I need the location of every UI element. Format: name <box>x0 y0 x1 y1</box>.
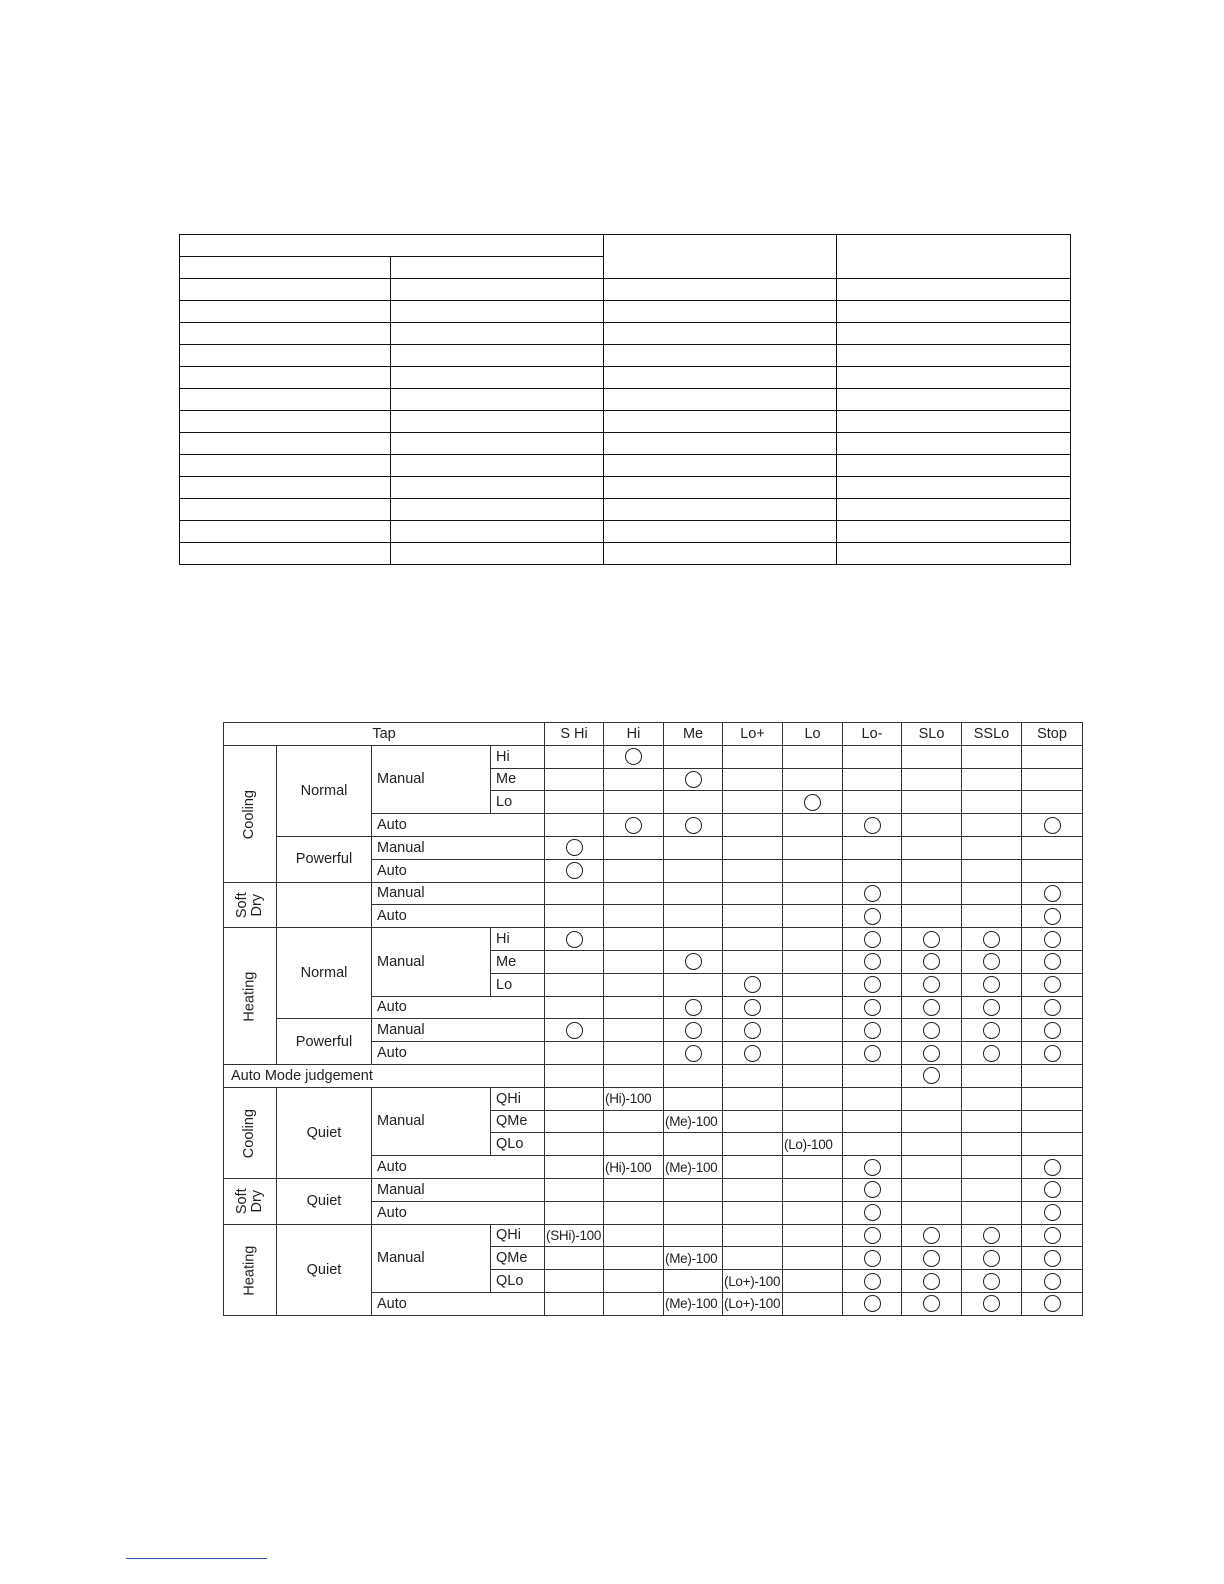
circle-mark-icon <box>983 1022 1000 1039</box>
circle-mark-icon <box>1044 976 1061 993</box>
table-row <box>224 1178 1083 1201</box>
circle-mark-icon <box>923 953 940 970</box>
circle-mark-icon <box>983 999 1000 1016</box>
circle-mark-icon <box>1044 1250 1061 1267</box>
circle-mark-icon <box>864 999 881 1016</box>
submode-quiet: Quiet <box>277 1178 372 1224</box>
circle-mark-icon <box>864 1204 881 1221</box>
value-me-minus: (Me)-100 <box>664 1156 723 1179</box>
circle-mark-icon <box>983 1250 1000 1267</box>
circle-mark-icon <box>625 748 642 765</box>
circle-mark-icon <box>1044 999 1061 1016</box>
column-header-stop: Stop <box>1022 723 1083 746</box>
circle-mark-icon <box>1044 1295 1061 1312</box>
operation-manual: Manual <box>372 928 491 996</box>
circle-mark-icon <box>864 1181 881 1198</box>
circle-mark-icon <box>1044 1159 1061 1176</box>
tap-corner-label: Tap <box>224 723 545 746</box>
submode-powerful: Powerful <box>277 836 372 882</box>
table-row <box>180 455 1071 477</box>
circle-mark-icon <box>864 953 881 970</box>
circle-mark-icon <box>864 1295 881 1312</box>
submode-normal: Normal <box>277 928 372 1019</box>
speed-label: QMe <box>491 1247 545 1270</box>
speed-label: QHi <box>491 1224 545 1247</box>
circle-mark-icon <box>864 885 881 902</box>
circle-mark-icon <box>1044 908 1061 925</box>
table-header-row <box>180 235 1071 257</box>
circle-mark-icon <box>1044 1204 1061 1221</box>
speed-label: Hi <box>491 928 545 951</box>
empty-spec-table <box>179 234 1071 565</box>
column-header-me: Me <box>664 723 723 746</box>
table-row <box>180 389 1071 411</box>
circle-mark-icon <box>864 1159 881 1176</box>
fan-tap-table <box>223 722 1083 1316</box>
footer-rule <box>126 1558 267 1559</box>
table-row <box>180 279 1071 301</box>
table-row <box>180 323 1071 345</box>
circle-mark-icon <box>685 1045 702 1062</box>
mode-heating: Heating <box>224 1224 277 1315</box>
value-me-minus: (Me)-100 <box>664 1292 723 1315</box>
operation-auto: Auto <box>372 814 545 837</box>
speed-label: QMe <box>491 1110 545 1133</box>
operation-manual: Manual <box>372 836 545 859</box>
circle-mark-icon <box>1044 1181 1061 1198</box>
mode-cooling: Cooling <box>224 1087 277 1178</box>
circle-mark-icon <box>566 1022 583 1039</box>
table-row <box>224 1224 1083 1247</box>
circle-mark-icon <box>1044 817 1061 834</box>
circle-mark-icon <box>685 999 702 1016</box>
operation-manual: Manual <box>372 882 545 905</box>
circle-mark-icon <box>983 1273 1000 1290</box>
circle-mark-icon <box>1044 1022 1061 1039</box>
circle-mark-icon <box>923 999 940 1016</box>
table-row <box>224 882 1083 905</box>
circle-mark-icon <box>804 794 821 811</box>
circle-mark-icon <box>923 1067 940 1084</box>
speed-label: QLo <box>491 1133 545 1156</box>
operation-auto: Auto <box>372 1201 545 1224</box>
speed-label: Lo <box>491 973 545 996</box>
table-row <box>180 367 1071 389</box>
circle-mark-icon <box>744 1022 761 1039</box>
circle-mark-icon <box>923 1295 940 1312</box>
circle-mark-icon <box>744 976 761 993</box>
table-row <box>224 836 1083 859</box>
circle-mark-icon <box>864 1227 881 1244</box>
auto-mode-judgement-label: Auto Mode judgement <box>224 1064 545 1087</box>
circle-mark-icon <box>923 1227 940 1244</box>
circle-mark-icon <box>1044 1273 1061 1290</box>
value-lo-minus: (Lo)-100 <box>783 1133 843 1156</box>
table-row <box>180 521 1071 543</box>
table-row <box>224 928 1083 951</box>
circle-mark-icon <box>864 931 881 948</box>
circle-mark-icon <box>864 1273 881 1290</box>
circle-mark-icon <box>566 839 583 856</box>
circle-mark-icon <box>864 1022 881 1039</box>
submode-quiet: Quiet <box>277 1224 372 1315</box>
circle-mark-icon <box>923 1045 940 1062</box>
operation-manual: Manual <box>372 1224 491 1292</box>
operation-auto: Auto <box>372 1292 545 1315</box>
circle-mark-icon <box>923 1250 940 1267</box>
circle-mark-icon <box>923 1273 940 1290</box>
circle-mark-icon <box>1044 885 1061 902</box>
value-shi-minus: (SHi)-100 <box>545 1224 604 1247</box>
mode-heating: Heating <box>224 928 277 1065</box>
circle-mark-icon <box>983 1227 1000 1244</box>
table-row <box>224 1087 1083 1110</box>
table-row <box>224 1064 1083 1087</box>
operation-auto: Auto <box>372 1042 545 1065</box>
table-row <box>180 301 1071 323</box>
circle-mark-icon <box>685 817 702 834</box>
circle-mark-icon <box>685 953 702 970</box>
circle-mark-icon <box>625 817 642 834</box>
table-row <box>180 345 1071 367</box>
value-me-minus: (Me)-100 <box>664 1110 723 1133</box>
value-lo-plus-minus: (Lo+)-100 <box>723 1270 783 1293</box>
value-hi-minus: (Hi)-100 <box>604 1156 664 1179</box>
value-hi-minus: (Hi)-100 <box>604 1087 664 1110</box>
table-row <box>180 411 1071 433</box>
mode-soft-dry: Soft Dry <box>224 1178 277 1224</box>
speed-label: QHi <box>491 1087 545 1110</box>
table-row <box>224 1019 1083 1042</box>
speed-label: Me <box>491 768 545 791</box>
operation-manual: Manual <box>372 745 491 813</box>
operation-auto: Auto <box>372 1156 545 1179</box>
mode-soft-dry: Soft Dry <box>224 882 277 928</box>
circle-mark-icon <box>983 1045 1000 1062</box>
column-header-s-hi: S Hi <box>545 723 604 746</box>
submode-powerful: Powerful <box>277 1019 372 1065</box>
value-lo-plus-minus: (Lo+)-100 <box>723 1292 783 1315</box>
table-row <box>180 499 1071 521</box>
mode-cooling: Cooling <box>224 745 277 882</box>
circle-mark-icon <box>923 1022 940 1039</box>
circle-mark-icon <box>923 976 940 993</box>
column-header-lo-minus: Lo- <box>843 723 902 746</box>
circle-mark-icon <box>1044 1227 1061 1244</box>
column-header-slo: SLo <box>902 723 962 746</box>
circle-mark-icon <box>864 1250 881 1267</box>
table-row <box>180 477 1071 499</box>
circle-mark-icon <box>983 1295 1000 1312</box>
speed-label: Me <box>491 950 545 973</box>
operation-manual: Manual <box>372 1178 545 1201</box>
circle-mark-icon <box>864 976 881 993</box>
submode-quiet: Quiet <box>277 1087 372 1178</box>
speed-label: Lo <box>491 791 545 814</box>
circle-mark-icon <box>744 999 761 1016</box>
circle-mark-icon <box>864 1045 881 1062</box>
circle-mark-icon <box>685 771 702 788</box>
circle-mark-icon <box>983 976 1000 993</box>
operation-manual: Manual <box>372 1019 545 1042</box>
circle-mark-icon <box>983 931 1000 948</box>
circle-mark-icon <box>983 953 1000 970</box>
circle-mark-icon <box>566 862 583 879</box>
circle-mark-icon <box>923 931 940 948</box>
table-row <box>224 745 1083 768</box>
circle-mark-icon <box>566 931 583 948</box>
circle-mark-icon <box>1044 931 1061 948</box>
speed-label: QLo <box>491 1270 545 1293</box>
operation-auto: Auto <box>372 996 545 1019</box>
speed-label: Hi <box>491 745 545 768</box>
submode-normal: Normal <box>277 745 372 836</box>
column-header-hi: Hi <box>604 723 664 746</box>
circle-mark-icon <box>864 908 881 925</box>
table-row <box>180 543 1071 565</box>
operation-auto: Auto <box>372 905 545 928</box>
circle-mark-icon <box>864 817 881 834</box>
circle-mark-icon <box>1044 1045 1061 1062</box>
column-header-sslo: SSLo <box>962 723 1022 746</box>
operation-manual: Manual <box>372 1087 491 1155</box>
column-header-lo-plus: Lo+ <box>723 723 783 746</box>
circle-mark-icon <box>1044 953 1061 970</box>
circle-mark-icon <box>685 1022 702 1039</box>
operation-auto: Auto <box>372 859 545 882</box>
tap-header-row <box>224 723 1083 746</box>
circle-mark-icon <box>744 1045 761 1062</box>
value-me-minus: (Me)-100 <box>664 1247 723 1270</box>
column-header-lo: Lo <box>783 723 843 746</box>
table-row <box>180 433 1071 455</box>
